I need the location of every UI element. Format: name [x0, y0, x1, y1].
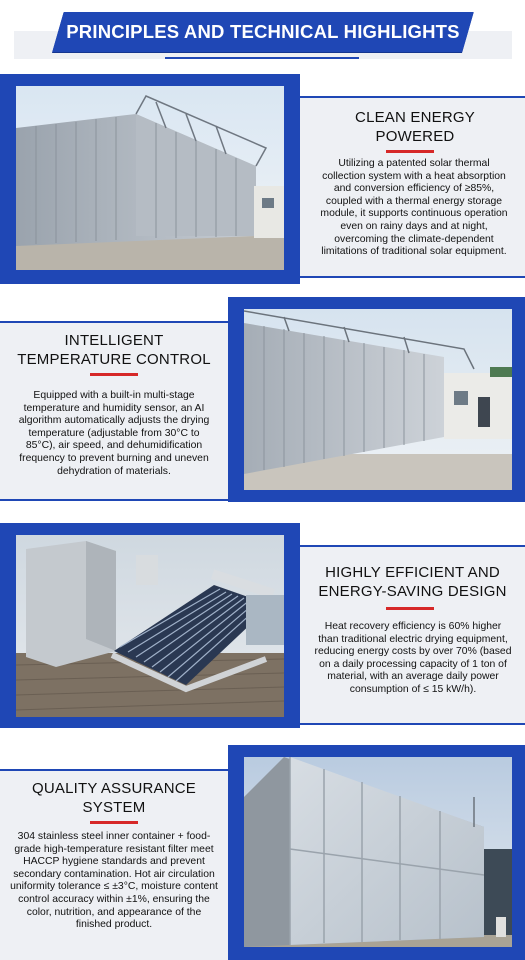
section-energy-saving — [0, 523, 525, 728]
panel-top-rule — [0, 769, 228, 771]
panel-top-rule — [0, 321, 228, 323]
solar-collector-photo — [16, 535, 284, 717]
title-underline — [90, 373, 138, 376]
section-title: QUALITY ASSURANCE SYSTEM — [31, 780, 196, 816]
page-title: PRINCIPLES AND TECHNICAL HIGHLIGHTS — [66, 21, 460, 42]
title-underline — [386, 150, 434, 153]
title-underline — [386, 607, 434, 610]
section-temperature-control — [0, 297, 525, 502]
title-underline — [90, 821, 138, 824]
section-quality-assurance — [0, 745, 525, 960]
panel-bottom-rule — [300, 276, 525, 278]
section-body: Heat recovery efficiency is 60% higher than traditional electric drying equipment, reducing energy costs by over 70% (based on a daily processing capacity of 1 ton of material, with an average daily power consumption of ≤ 15 kW/h). — [314, 621, 512, 695]
section-body: Utilizing a patented solar thermal collection system with a heat absorption and conversion efficiency of ≥85%, coupled with a thermal energy storage module, it supports continuous operation even on rainy days and at night, overcoming the climate-dependent limitations of traditional solar equipment. — [320, 158, 508, 258]
section-title: INTELLIGENT TEMPERATURE CONTROL — [17, 332, 211, 368]
section-title: HIGHLY EFFICIENT AND ENERGY-SAVING DESIGN — [318, 564, 507, 600]
drying-room-photo — [244, 757, 512, 947]
panel-top-rule — [300, 96, 525, 98]
panel-bottom-rule — [300, 723, 525, 725]
header-underline — [165, 57, 359, 59]
section-title: CLEAN ENERGY POWERED — [355, 109, 475, 145]
panel-top-rule — [300, 545, 525, 547]
section-body: Equipped with a built-in multi-stage temperature and humidity sensor, an AI algorithm automatically adjusts the drying temperature (adjustable from 30°C to 85°C), air speed, and dehumidification frequency to prevent burning and uneven dehydration of materials. — [18, 390, 210, 477]
panel-bottom-rule — [0, 499, 228, 501]
section-body: 304 stainless steel inner container + food-grade high-temperature resistant filter meet HACCP hygiene standards and prevent secondary contamination. Hot air circulation uniformity tolerance ≤ ±3°C, moisture content control accuracy within ±1%, ensuring the color, nutrition, and appearance of the finished product. — [10, 831, 218, 931]
drying-room-photo — [16, 86, 284, 270]
drying-room-photo — [244, 309, 512, 490]
section-clean-energy — [0, 74, 525, 284]
header-banner — [0, 0, 525, 68]
